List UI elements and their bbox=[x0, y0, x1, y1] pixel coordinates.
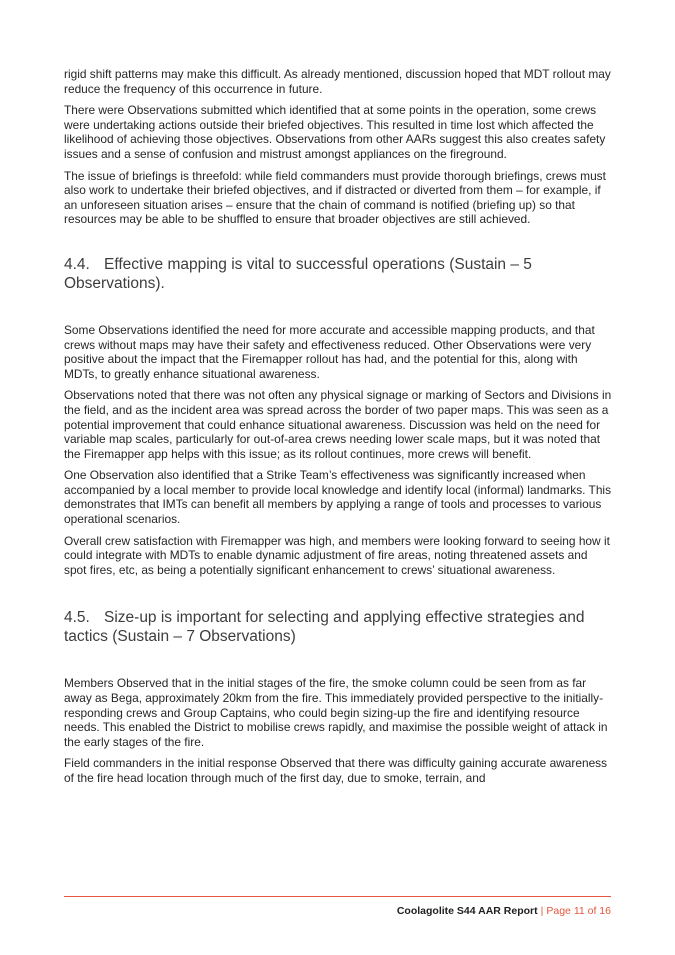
section-4-5-number: 4.5. bbox=[64, 609, 90, 627]
intro-paragraph-2: There were Observations submitted which identified that at some points in the operation, some crews were undertaking actions outside their briefed objectives. This resulted in time lost which affected the likelihood of achieving those objectives. Observations from other AARs suggest this also creates safety issues and a sense of confusion and mistrust amongst appliances on the fireground. bbox=[64, 103, 606, 161]
section-4-4-number: 4.4. bbox=[64, 255, 90, 273]
footer-page-number: Page 11 of 16 bbox=[546, 905, 611, 917]
section-4-4-paragraph-1: Some Observations identified the need for more accurate and accessible mapping products, and that crews without maps may have their safety and effectiveness reduced. Other Observations were very positive about the impact that the Firemapper rollout has had, and the potential for this, along with MDTs, to greatly enhance situational awareness. bbox=[64, 322, 595, 381]
section-4-4-paragraph-2: Observations noted that there was not often any physical signage or marking of Sectors and Divisions in the field, and as the incident area was spread across the border of two paper maps. This was seen as a potential improvement that could enhance situational awareness. Discussion was held on the need for variable map scales, particularly for out-of-area crews needing lower scale maps, but it was noted that the Firemapper app helps with this issue; as its rollout continues, more crews will benefit. bbox=[64, 388, 612, 461]
page-content bbox=[64, 67, 612, 793]
section-4-4-paragraph-3: One Observation also identified that a Strike Team’s effectiveness was significantly increased when accompanied by a local member to provide local knowledge and identify local (informal) landmarks. This demonstrates that IMTs can benefit all members by applying a range of tools and processes to various operational scenarios. bbox=[64, 468, 612, 527]
section-4-5-paragraph-1: Members Observed that in the initial stages of the fire, the smoke column could be seen from as far away as Bega, approximately 20km from the fire. This immediately provided perspective to the initially-responding crews and Group Captains, who could begin sizing-up the fire and identifying resource needs. This enabled the District to mobilise crews rapidly, and maximise the possible weight of attack in the early stages of the fire. bbox=[64, 676, 608, 749]
section-4-5-title: Size-up is important for selecting and applying effective strategies and tactics (Sustain – 7 Observations) bbox=[64, 609, 585, 646]
section-4-5-paragraph-2: Field commanders in the initial response Observed that there was difficulty gaining accurate awareness of the fire head location through much of the first day, due to smoke, terrain, and bbox=[64, 756, 608, 785]
section-4-4-heading bbox=[64, 255, 612, 293]
intro-paragraph-3: The issue of briefings is threefold: while field commanders must provide thorough briefings, crews must also work to undertake their briefed objectives, and if distracted or diverted from them – for example, if an unforeseen situation arises – ensure that the chain of command is notified (briefing up) so that resources may be able to be shuffled to ensure that broader objectives are still achieved. bbox=[64, 168, 606, 227]
section-4-4-title: Effective mapping is vital to successful operations (Sustain – 5 Observations). bbox=[64, 255, 532, 292]
section-4-5-heading bbox=[64, 608, 612, 646]
footer-separator: | bbox=[540, 905, 544, 917]
section-4-4-paragraph-4: Overall crew satisfaction with Firemapper was high, and members were looking forward to seeing how it could integrate with MDTs to enable dynamic adjustment of fire areas, noting threatened assets and spot fires, etc, as being a potentially significant enhancement to crews’ situational awareness. bbox=[64, 533, 610, 577]
intro-paragraph-1: rigid shift patterns may make this difficult. As already mentioned, discussion hoped that MDT rollout may reduce the frequency of this occurrence in future. bbox=[64, 67, 611, 96]
footer-divider bbox=[64, 896, 611, 897]
footer-report-title: Coolagolite S44 AAR Report bbox=[396, 905, 538, 917]
page-footer bbox=[397, 904, 611, 918]
